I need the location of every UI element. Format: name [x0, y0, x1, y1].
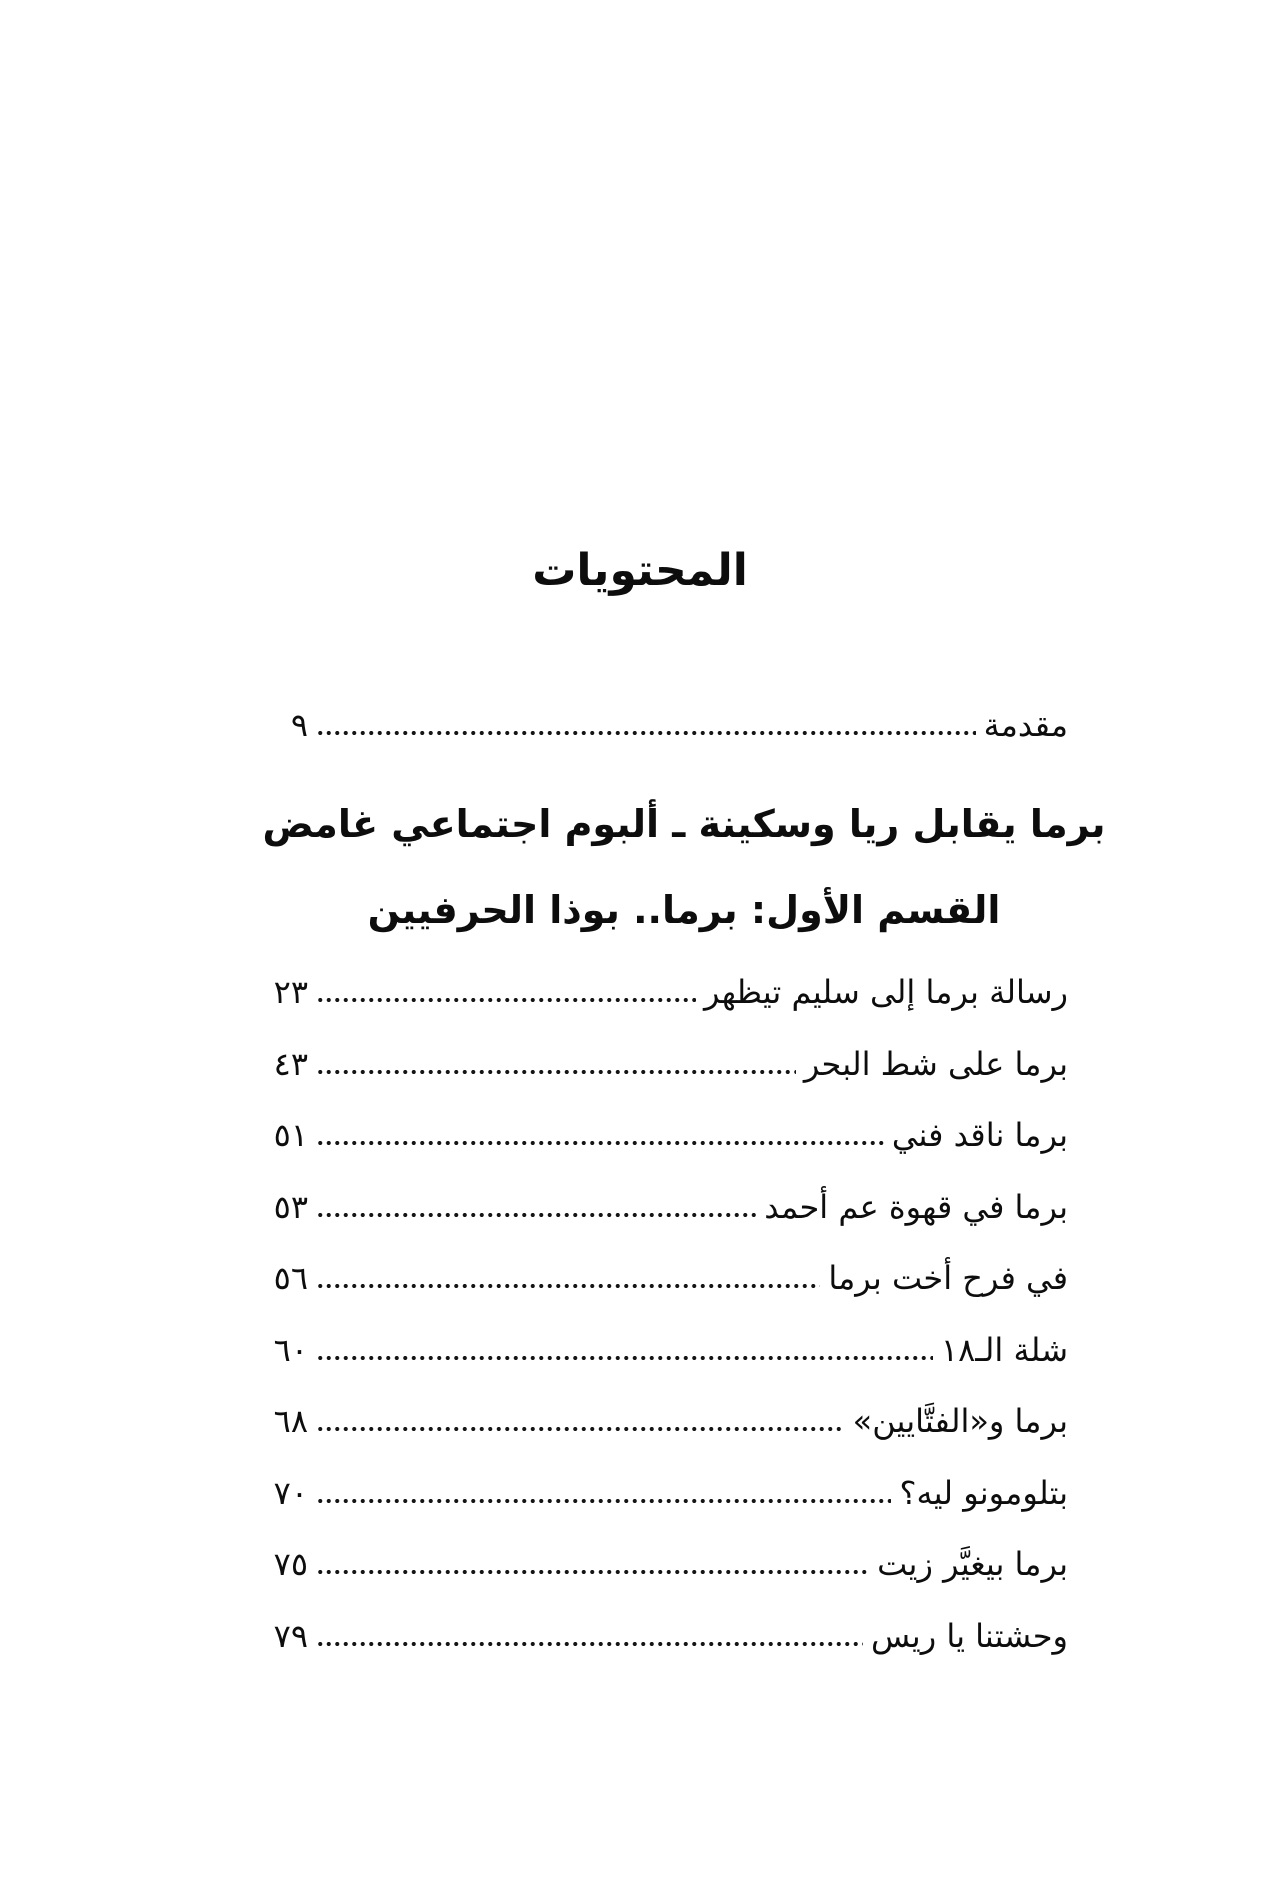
dot-leader: [316, 1641, 863, 1647]
toc-entry-page-number: ٤٣: [273, 1044, 308, 1083]
toc-entry: [256, 1588, 1068, 1660]
dot-leader: [316, 1498, 891, 1504]
dot-leader: [316, 730, 976, 736]
toc-entry-title: شلة الـ١٨: [940, 1330, 1068, 1369]
toc-entry-page-number: ٦٠: [273, 1330, 308, 1369]
section-heading: القسم الأول: برما.. بوذا الحرفيين: [367, 887, 1001, 932]
dot-leader: [316, 1212, 756, 1218]
toc-entry-page-number: ٩: [290, 705, 308, 744]
toc-entry: [256, 1445, 1068, 1517]
dot-leader: [316, 1426, 845, 1432]
dot-leader: [316, 1355, 933, 1361]
toc-entry-page-number: ٢٣: [273, 973, 308, 1011]
toc-entry: [256, 677, 1068, 749]
section-heading: برما يقابل ريا وسكينة ـ ألبوم اجتماعي غامض: [262, 801, 1106, 846]
toc-entry-page-number: ٧٩: [273, 1616, 308, 1655]
toc-entry-page-number: ٥٦: [273, 1259, 308, 1297]
toc-entry-title: وحشتنا يا ريس: [871, 1616, 1068, 1655]
toc-entry-page-number: ٧٥: [273, 1545, 308, 1583]
toc-entry: [256, 1159, 1068, 1231]
dot-leader: [316, 1569, 869, 1575]
toc-entry-title: برما في قهوة عم أحمد: [764, 1187, 1068, 1226]
toc-entry-page-number: ٧٠: [273, 1473, 308, 1512]
dot-leader: [316, 1069, 796, 1075]
toc-entry: [256, 1088, 1068, 1160]
dot-leader: [316, 1283, 820, 1289]
contents-title: المحتويات: [532, 545, 748, 596]
toc-entry-page-number: ٦٨: [273, 1402, 308, 1440]
toc-entry-title: برما و«الفتَّايين»: [852, 1402, 1068, 1440]
toc-entry: [256, 1374, 1068, 1446]
toc-entry-page-number: ٥١: [273, 1116, 308, 1154]
toc-entry: [256, 1231, 1068, 1303]
dot-leader: [316, 1140, 884, 1146]
toc-entry-title: مقدمة: [983, 705, 1068, 744]
table-of-contents: [0, 602, 1280, 1660]
toc-entry-page-number: ٥٣: [273, 1187, 308, 1226]
dot-leader: [316, 997, 696, 1003]
toc-entry: [256, 945, 1068, 1017]
toc-entry-title: برما بيغيَّر زيت: [877, 1545, 1068, 1583]
toc-entry-title: برما ناقد فني: [891, 1116, 1068, 1154]
toc-entry: [256, 1302, 1068, 1374]
toc-entry: [256, 1517, 1068, 1589]
toc-entry-title: برما على شط البحر: [803, 1044, 1068, 1083]
toc-entry: [256, 1016, 1068, 1088]
toc-entry-title: في فرح أخت برما: [828, 1259, 1068, 1297]
toc-entry-title: بتلومونو ليه؟: [899, 1473, 1068, 1512]
toc-entry-title: رسالة برما إلى سليم تيظهر: [704, 973, 1068, 1011]
